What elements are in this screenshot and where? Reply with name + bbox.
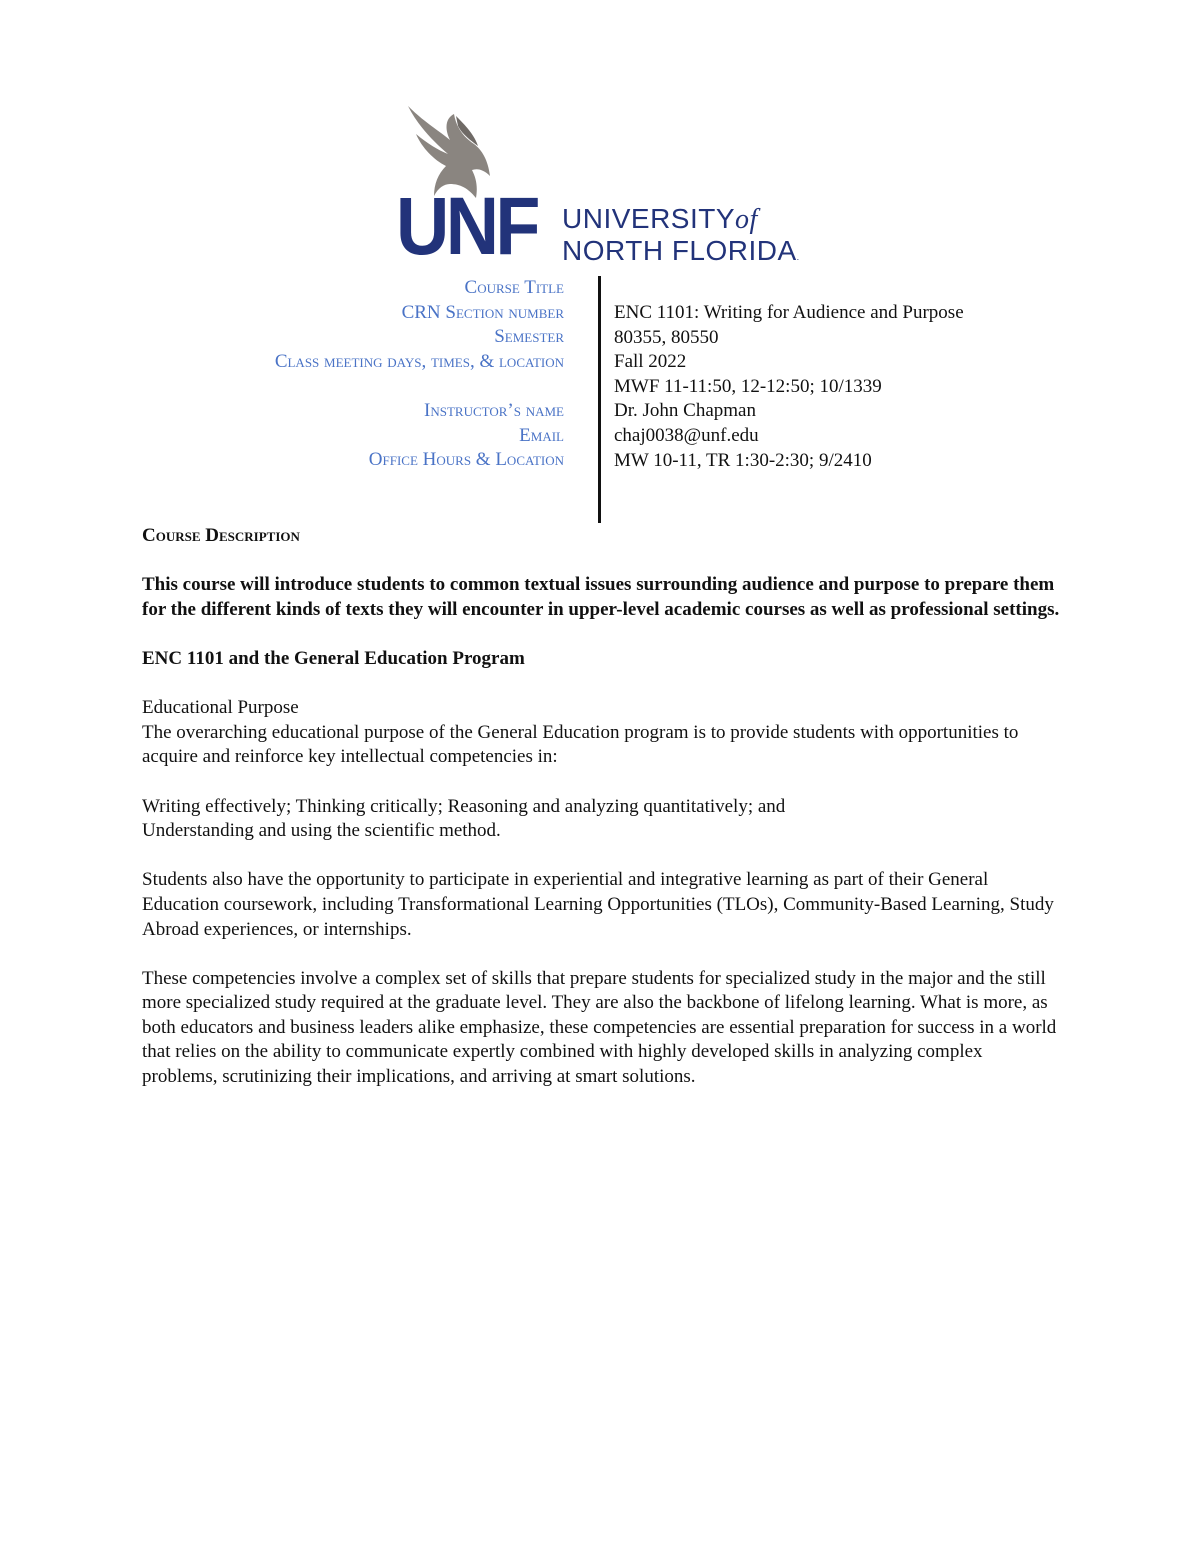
course-info-values: [614, 301, 964, 473]
logo-wordmark: UNF: [396, 181, 537, 272]
label-email: Email: [519, 424, 564, 446]
competencies-list: [142, 795, 1062, 844]
educational-purpose-text: The overarching educational purpose of the General Education program is to provide students with opportunities to acquire and reinforce key intellectual competencies in:: [142, 721, 1019, 768]
value-class-meeting: MWF 11-11:50, 12-12:50; 10/1339: [614, 375, 882, 397]
logo-university-line: [562, 205, 758, 234]
competencies-line-1: Writing effectively; Thinking critically; Reasoning and analyzing quantitatively; and: [142, 795, 786, 817]
logo-north-florida-line: [562, 237, 800, 265]
label-crn-section: CRN Section number: [401, 301, 564, 323]
course-info-labels: [275, 276, 564, 473]
competencies-line-2: Understanding and using the scientific method.: [142, 820, 501, 842]
value-instructor-name: Dr. John Chapman: [614, 400, 756, 422]
logo-of-text: of: [735, 204, 758, 235]
label-class-meeting: Class meeting days, times, & location: [274, 350, 564, 372]
info-divider: [598, 276, 601, 523]
value-course-title: ENC 1101: Writing for Audience and Purpose: [614, 302, 964, 323]
experiential-learning-text: Students also have the opportunity to participate in experiential and integrative learning as part of their General Education coursework, including Transformational Learning Opportunities (TLOs), Community-Based Learning, Study Abroad experiences, or internships.: [142, 869, 1054, 940]
course-description-heading: Course Description: [142, 525, 300, 546]
value-crn-section: 80355, 80550: [614, 326, 719, 348]
syllabus-content: [142, 524, 1062, 1114]
label-course-title: Course Title: [464, 277, 564, 298]
logo-north-florida-text: NORTH FLORIDA: [562, 235, 797, 266]
course-description-text: This course will introduce students to common textual issues surrounding audience and purpose to prepare them for the different kinds of texts they will encounter in upper-level academic courses as well as professional settings.: [142, 574, 1060, 620]
competencies-paragraph: These competencies involve a complex set of skills that prepare students for specialized study in the major and the still more specialized study required at the graduate level. They are also the backbone of lifelong learning. What is more, as both educators and business leaders alike emphasize, these competencies are essential preparation for success in a world that relies on the ability to communicate expertly combined with highly developed skills in analyzing complex problems, scrutinizing their implications, and arriving at smart solutions.: [142, 967, 1057, 1088]
gen-ed-heading: ENC 1101 and the General Education Program: [142, 647, 525, 669]
value-office-hours: MW 10-11, TR 1:30-2:30; 9/2410: [614, 449, 872, 471]
label-instructor-name: Instructor’s name: [424, 399, 564, 421]
label-spacer: [275, 374, 564, 399]
logo-trademark: .: [796, 252, 800, 262]
educational-purpose-heading: Educational Purpose: [142, 697, 299, 719]
value-semester: Fall 2022: [614, 351, 687, 373]
label-semester: Semester: [494, 326, 564, 348]
logo-university-text: UNIVERSITY: [562, 203, 736, 234]
label-office-hours: Office Hours & Location: [368, 449, 564, 471]
value-email[interactable]: chaj0038@unf.edu: [614, 424, 759, 446]
educational-purpose-block: [142, 696, 1062, 770]
unf-logo: [396, 104, 816, 274]
